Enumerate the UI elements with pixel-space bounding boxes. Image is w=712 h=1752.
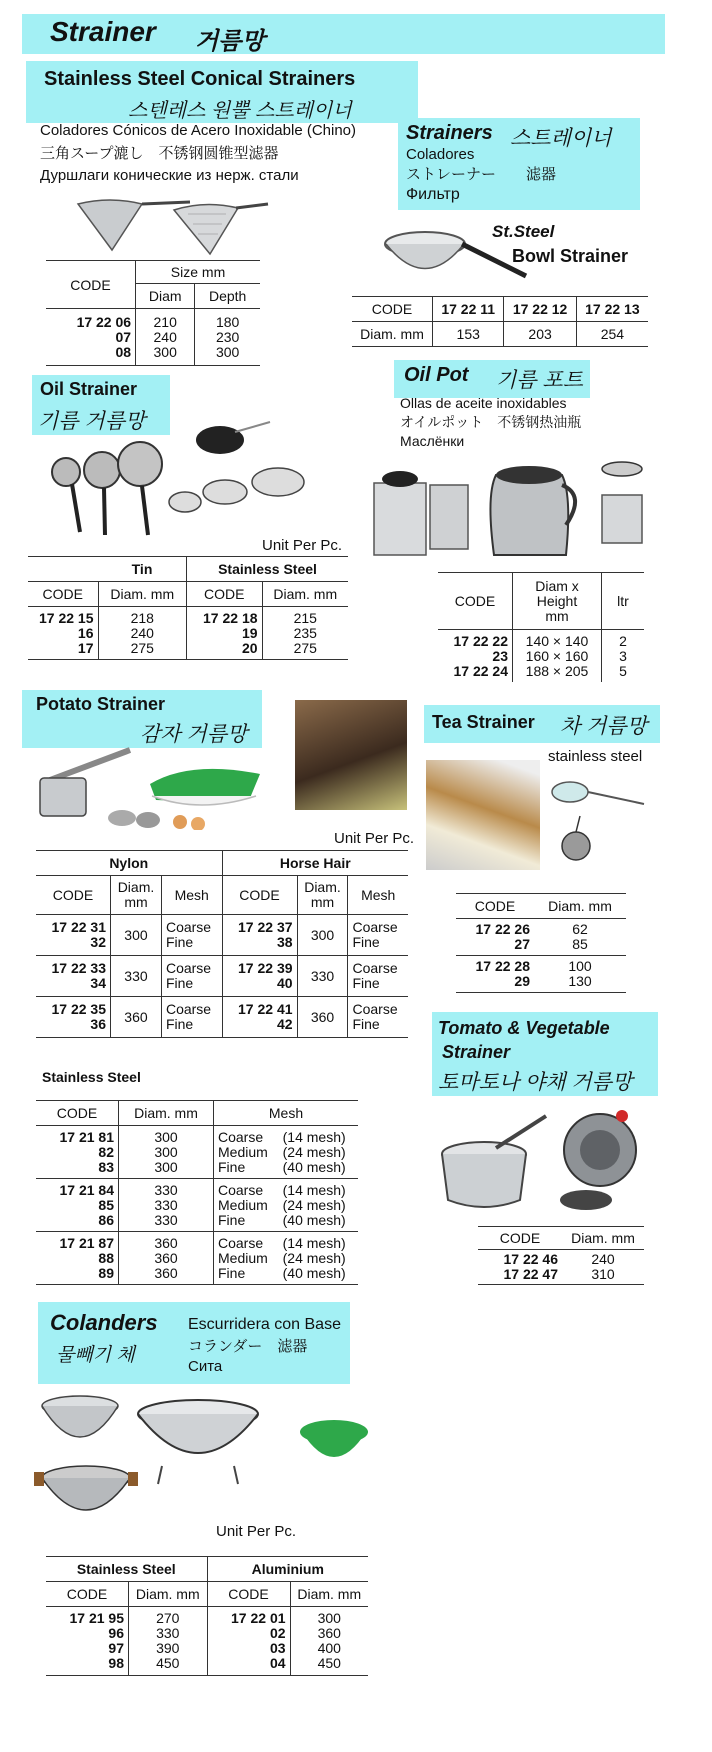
col-size: Diam x Height mm (513, 573, 602, 630)
oil-pot-jp-cn: オイルポット 不锈钢热油瓶 (400, 414, 582, 430)
strainers-jp-cn: ストレーナー 滤器 (406, 166, 557, 183)
oil-pot-sizes: 140 × 140 160 × 160 188 × 205 (513, 630, 602, 683)
colanders-jp-cn: コランダー 滤器 (188, 1338, 308, 1355)
col-diam: Diam. mm (360, 326, 424, 342)
potato-title: Potato Strainer (36, 694, 166, 714)
col-aluminium: Aluminium (207, 1557, 368, 1582)
tin-codes: 17 22 15 16 17 (39, 609, 94, 656)
potato-table (36, 850, 408, 1038)
conical-strainer-image (70, 192, 270, 257)
col-code: CODE (187, 582, 263, 607)
horse-diam: 360 (297, 997, 348, 1038)
tin-diams: 218 240 275 (98, 607, 187, 660)
nylon-mesh: Coarse Fine (161, 915, 222, 956)
strainer-diam-1: 153 (433, 322, 504, 347)
ss-mesh-count: (14 mesh) (24 mesh) (40 mesh) (282, 1234, 346, 1281)
col-nylon: Nylon (109, 855, 149, 871)
col-ltr: ltr (602, 573, 645, 630)
nylon-mesh: Coarse Fine (161, 956, 222, 997)
colanders-ru: Сита (188, 1358, 223, 1375)
oil-pot-es: Ollas de aceite inoxidables (400, 395, 567, 411)
ss-codes: 17 21 87 88 89 (59, 1234, 114, 1281)
conical-depths: 180 230 300 (195, 309, 260, 366)
strainers-es: Coladores (406, 146, 475, 163)
bowl-label-2: Bowl Strainer (512, 246, 629, 266)
col-diam: Diam. mm (119, 1101, 214, 1126)
conical-kr: 스텐레스 원뿔 스트레이너 (128, 100, 352, 122)
colanders-unit: Unit Per Pc. (216, 1523, 297, 1540)
ss-codes: 17 21 81 82 83 (59, 1128, 114, 1175)
col-code: CODE (474, 898, 516, 914)
horse-codes: 17 22 39 40 (222, 956, 297, 997)
tea-title: Tea Strainer (432, 712, 535, 732)
col-code: CODE (66, 1586, 108, 1602)
colanders-title: Colanders (50, 1310, 158, 1335)
tea-kr: 차 거름망 (560, 715, 647, 738)
oil-pot-title: Oil Pot (404, 364, 469, 386)
ss-mesh: Coarse Medium Fine (214, 1179, 279, 1232)
col-code: CODE (207, 1582, 290, 1607)
tomato-kr: 토마토나 야채 거름망 (438, 1071, 633, 1094)
tea-diams: 100 130 (568, 958, 592, 989)
horse-diam: 330 (297, 956, 348, 997)
oil-pot-ru: Маслёнки (400, 433, 465, 449)
col-diam: Diam (136, 284, 195, 309)
nylon-diam: 330 (111, 956, 162, 997)
potato-ss-label: Stainless Steel (42, 1069, 141, 1085)
nylon-diam: 300 (111, 915, 162, 956)
oil-pot-ltrs: 2 3 5 (602, 630, 645, 683)
tea-note: stainless steel (548, 748, 643, 765)
ss-diams: 360 360 360 (119, 1232, 214, 1285)
horse-codes: 17 22 41 42 (222, 997, 297, 1038)
tea-codes: 17 22 28 29 (475, 958, 530, 989)
tomato-diams: 240 310 (591, 1251, 615, 1282)
nylon-codes: 17 22 35 36 (51, 1001, 106, 1032)
strainers-kr: 스트레이너 (510, 127, 612, 150)
tea-photo (426, 760, 540, 870)
nylon-codes: 17 22 31 32 (51, 919, 106, 950)
col-diam: Diam. mm (290, 1582, 368, 1607)
ss-diams: 300 300 300 (119, 1126, 214, 1179)
horse-diam: 300 (297, 915, 348, 956)
ss-mesh: Coarse Medium Fine (214, 1126, 279, 1179)
col-ss: Stainless Steel (76, 1561, 176, 1577)
oil-strainer-kr: 기름 거름망 (38, 410, 146, 433)
col-tin: Tin (131, 561, 153, 577)
conical-table (46, 260, 260, 366)
oil-strainer-title: Oil Strainer (40, 379, 138, 399)
tea-strainer-image (548, 768, 658, 868)
col-size: Size mm (136, 261, 260, 284)
horse-mesh: Coarse Fine (348, 915, 408, 956)
ss-mesh-count: (14 mesh) (24 mesh) (40 mesh) (282, 1181, 346, 1228)
page-title: Strainer (50, 16, 156, 47)
conical-jp-cn: 三角スープ漉し 不锈钢圆锥型滤器 (40, 145, 279, 162)
strainer-code-1: 17 22 11 (433, 297, 504, 322)
nylon-codes: 17 22 33 34 (51, 960, 106, 991)
horse-mesh: Coarse Fine (348, 956, 408, 997)
col-code: CODE (52, 887, 94, 903)
colanders-es: Escurridera con Base (188, 1316, 341, 1333)
ss-codes: 17 21 95 96 97 98 (69, 1610, 124, 1671)
col-diam: Diam. mm (297, 876, 348, 915)
tea-codes: 17 22 26 27 (475, 921, 530, 952)
tomato-title-1: Tomato & Vegetable (438, 1018, 610, 1038)
col-diam: Diam. mm (548, 898, 612, 914)
col-ss: Stainless Steel (187, 557, 349, 582)
nylon-mesh: Coarse Fine (161, 997, 222, 1038)
oil-strainer-image (50, 420, 325, 540)
col-diam: Diam. mm (262, 582, 348, 607)
colanders-image (34, 1392, 384, 1532)
col-diam: Diam. mm (111, 876, 162, 915)
oil-strainer-unit: Unit Per Pc. (262, 537, 343, 554)
col-mesh: Mesh (348, 876, 408, 915)
col-horse-hair: Horse Hair (222, 851, 408, 876)
conical-diams: 210 240 300 (136, 309, 195, 366)
strainer-diam-2: 203 (504, 322, 576, 347)
potato-ss-table (36, 1100, 358, 1285)
ss-codes: 17 21 84 85 86 (59, 1181, 114, 1228)
conical-codes: 17 22 06 07 08 (76, 313, 132, 360)
ss-diams: 215 235 275 (262, 607, 348, 660)
page-title-kr: 거름망 (195, 28, 265, 55)
col-diam: Diam. mm (98, 582, 187, 607)
col-depth: Depth (195, 284, 260, 309)
food-mill-image (436, 1108, 660, 1218)
tomato-codes: 17 22 46 17 22 47 (503, 1251, 558, 1282)
col-code: CODE (46, 261, 136, 309)
col-diam: Diam. mm (571, 1230, 635, 1246)
oil-pot-image (366, 455, 662, 565)
conical-title: Stainless Steel Conical Strainers (44, 68, 356, 90)
col-mesh: Mesh (214, 1101, 359, 1126)
oil-pot-kr: 기름 포트 (496, 369, 583, 392)
oil-strainer-table (28, 556, 348, 660)
conical-es: Coladores Cónicos de Acero Inoxidable (Chino) (40, 122, 357, 139)
bowl-label-1: St.Steel (492, 222, 555, 241)
oil-pot-codes: 17 22 22 23 17 22 24 (453, 632, 508, 679)
strainer-code-3: 17 22 13 (576, 297, 648, 322)
col-code: CODE (56, 1105, 98, 1121)
ss-mesh-count: (14 mesh) (24 mesh) (40 mesh) (282, 1128, 346, 1175)
potato-kr: 감자 거름망 (140, 723, 248, 746)
col-code: CODE (371, 301, 413, 317)
nylon-diam: 360 (111, 997, 162, 1038)
ss-diams: 330 330 330 (119, 1179, 214, 1232)
col-code: CODE (499, 1230, 541, 1246)
tea-table (456, 893, 626, 993)
tea-diams: 62 85 (572, 921, 588, 952)
horse-mesh: Coarse Fine (348, 997, 408, 1038)
col-diam: Diam. mm (129, 1582, 208, 1607)
al-diams: 300 360 400 450 (290, 1607, 368, 1676)
strainer-diam-3: 254 (576, 322, 648, 347)
al-codes: 17 22 01 02 03 04 (207, 1607, 290, 1676)
potato-unit: Unit Per Pc. (334, 830, 415, 847)
conical-ru: Дуршлаги конические из нерж. стали (40, 167, 299, 184)
oil-pot-table (438, 572, 644, 682)
potato-photo (295, 700, 407, 810)
colanders-kr: 물빼기 체 (56, 1345, 135, 1366)
horse-codes: 17 22 37 38 (222, 915, 297, 956)
tomato-title-2: Strainer (442, 1042, 511, 1062)
strainers-title: Strainers (406, 122, 493, 144)
col-mesh: Mesh (161, 876, 222, 915)
strainer-code-2: 17 22 12 (504, 297, 576, 322)
colanders-table (46, 1556, 368, 1676)
tomato-table (478, 1226, 644, 1285)
strainers-table (352, 296, 648, 347)
col-code: CODE (222, 876, 297, 915)
ss-diams: 270 330 390 450 (129, 1607, 208, 1676)
col-code: CODE (454, 593, 496, 609)
col-code: CODE (42, 586, 83, 602)
potato-ricer-image (30, 740, 270, 830)
ss-mesh: Coarse Medium Fine (214, 1232, 279, 1285)
strainers-ru: Фильтр (406, 186, 460, 203)
ss-codes: 17 22 18 19 20 (187, 607, 263, 660)
